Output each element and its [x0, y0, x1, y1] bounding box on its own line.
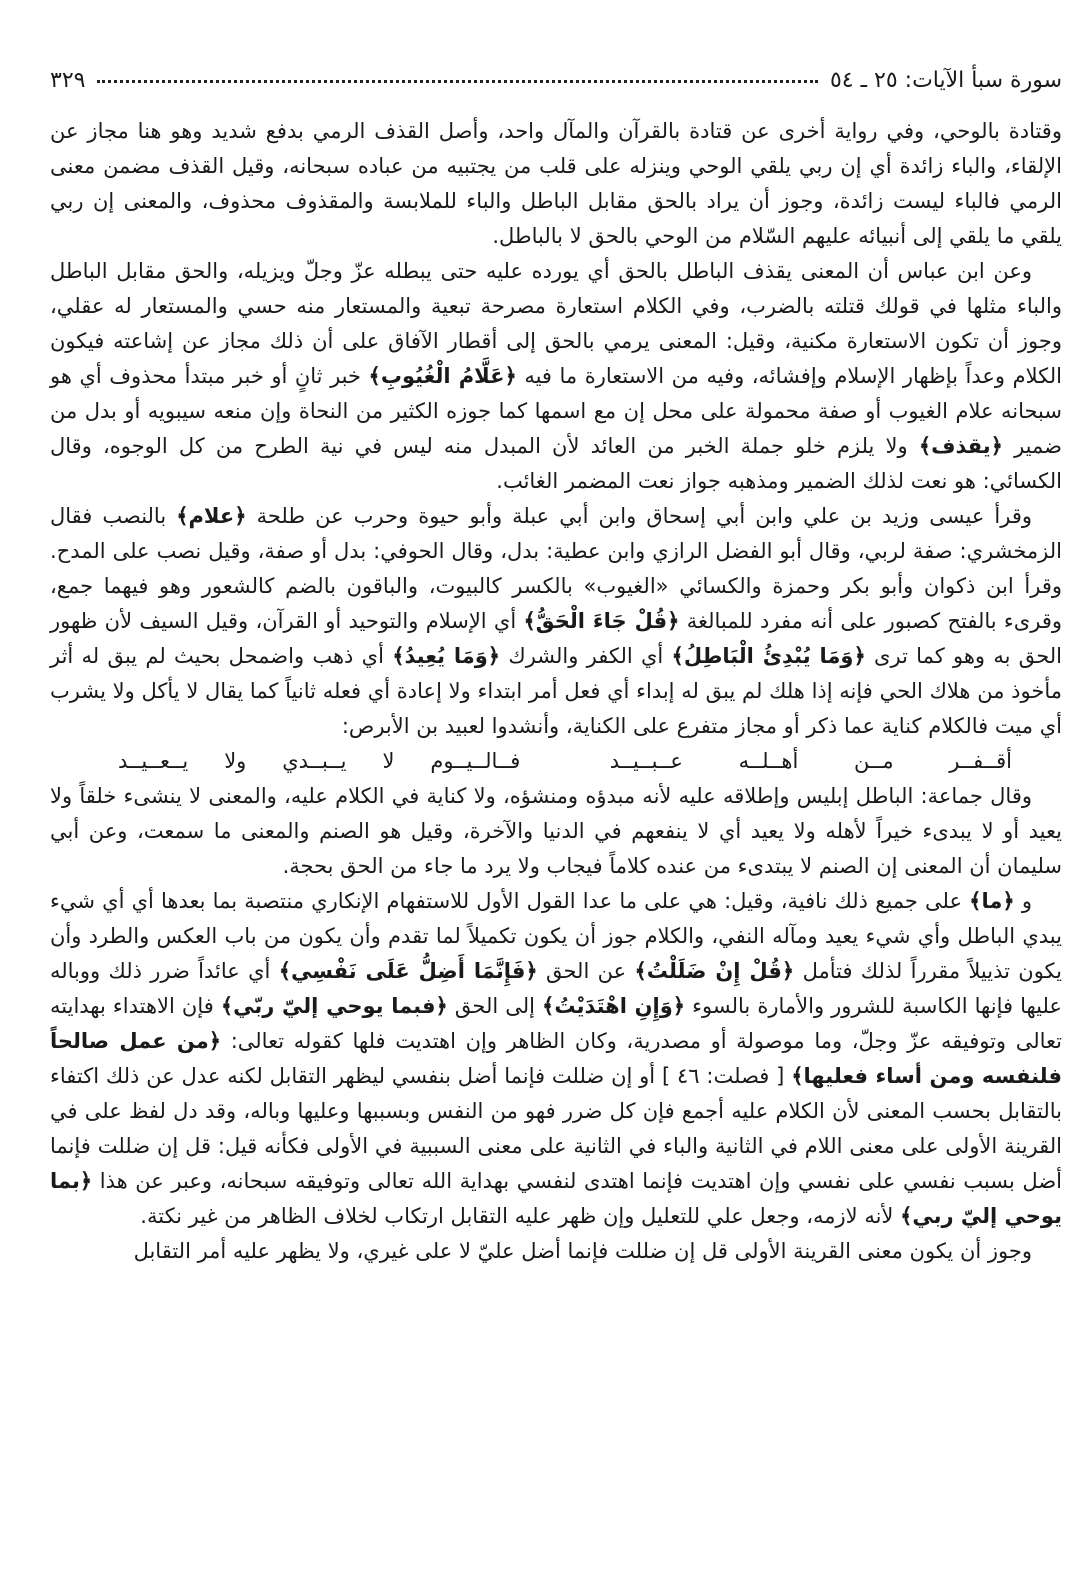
quran-quote: ﴿وَمَا يُبْدِئُ الْبَاطِلُ﴾ [671, 644, 866, 668]
quran-quote: ﴿فَإِنَّمَا أَضِلُّ عَلَى نَفْسِي﴾ [278, 959, 538, 983]
text-run: على جميع ذلك نافية، وقيل: هي على ما عدا القول الأول للاستفهام الإنكاري منتصبة بما بعدها أي أي شيء يبدي الباطل وأي شيء يعيد ومآله النفي، والكلام جوز أن يكون تكميلاً لما تقدم وأن يكون من باب العكس والطرد وأن يكون تذييلاً مقرراً لذلك فتأمل [50, 889, 1063, 983]
paragraph [50, 254, 1062, 499]
text-run: أي الإسلام والتوحيد أو القرآن، وقيل السيف لأن ظهور الحق به وهو كما ترى [50, 609, 1062, 668]
quran-quote: ﴿ما﴾ [969, 889, 1015, 913]
text-run: أي الكفر والشرك [500, 644, 672, 668]
text-run: و [1014, 889, 1032, 913]
dotted-leader [97, 80, 818, 83]
book-page [50, 68, 1062, 1269]
text-run: فإن الاهتداء بهدايته تعالى وتوفيقه عزّ وجلّ، وما موصولة أو مصدرية، وكان الظاهر وإن اهتديت فلها كقوله تعالى: [50, 994, 1063, 1053]
quran-quote: ﴿بما يوحي إليّ ربي﴾ [50, 1169, 1062, 1228]
quran-quote: ﴿من عمل صالحاً فلنفسه ومن أساء فعليها﴾ [50, 1029, 1062, 1088]
surah-title: سورة سبأ الآيات: ٢٥ ـ ٥٤ [829, 68, 1062, 93]
poetry-verse [50, 744, 1062, 779]
quran-quote: ﴿يقذف﴾ [918, 434, 1003, 458]
text-run: إلى الحق [447, 994, 543, 1018]
verse-second-hemistich: فــالــيــوم لا يــبــدي ولا يــعــيــد [118, 749, 521, 773]
paragraph [50, 779, 1062, 884]
quran-quote: ﴿وَإِنِ اهْتَدَيْتُ﴾ [542, 994, 686, 1018]
verse-first-hemistich: أقــفــر مــن أهــلــه عــبــيــد [609, 749, 1012, 773]
paragraph [50, 884, 1062, 1234]
running-header [50, 68, 1062, 108]
text-run: وجوز أن يكون معنى القرينة الأولى قل إن ضللت فإنما أضل عليّ لا على غيري، ولا يظهر عليه أمر التقابل [133, 1239, 1032, 1263]
text-run: وعن ابن عباس أن المعنى يقذف الباطل بالحق أي يورده عليه حتى يبطله عزّ وجلّ ويزيله، والحق مقابل الباطل والباء مثلها في قولك قتلته بالضرب، وفي الكلام استعارة مصرحة تبعية والمستعار منه حسي والمستعار له عقلي، وجوز أن تكون الاستعارة مكنية، وقيل: المعنى يرمي بالحق إلى أقطار الآفاق على أن ذلك مجاز عن إشاعته فيكون الكلام وعداً بإظهار الإسلام وإفشائه، وفيه من الاستعارة ما فيه [50, 259, 1062, 388]
text-run: أي عائداً ضرر ذلك ووباله عليها فإنها الكاسبة للشرور والأمارة بالسوء [50, 959, 1062, 1018]
paragraph [50, 1234, 1062, 1269]
page-number: ٣٢٩ [50, 68, 86, 93]
text-run: وقال جماعة: الباطل إبليس وإطلاقه عليه لأنه مبدؤه ومنشؤه، ولا كناية في الكلام عليه، والمعنى لا ينشىء خلقاً ولا يعيد أو لا يبدىء خيراً لأهله ولا يعيد أي لا ينفعهم في الدنيا والآخرة، وقيل هو الصنم والمعنى ما سمعت، وعن أبي سليمان أن المعنى إن الصنم لا يبتدىء من عنده كلاماً فيجاب ولا يرد ما جاء من الحق بحجة. [50, 784, 1062, 878]
text-run: ولا يلزم خلو جملة الخبر من العائد لأن المبدل منه ليس في نية الطرح من كل الوجوه، وقال الكسائي: هو نعت لذلك الضمير ومذهبه جواز نعت المضمر الغائب. [50, 434, 1062, 493]
text-run: خبر ثانٍ أو خبر مبتدأ محذوف أي هو سبحانه علام الغيوب أو صفة محمولة على محل إن مع اسمها كما جوزه الكثير من النحاة وإن منعه سيبويه أو بدل من ضمير [50, 364, 1062, 458]
text-run: لأنه لازمه، وجعل علي للتعليل وإن ظهر عليه التقابل ارتكاب لخلاف الظاهر من غير نكتة. [140, 1204, 901, 1228]
text-run: وقرأ عيسى وزيد بن علي وابن أبي إسحاق وابن أبي عبلة وأبو حيوة وحرب عن طلحة [246, 504, 1032, 528]
text-run: أي ذهب واضمحل بحيث لم يبق له أثر مأخوذ من هلاك الحي فإنه إذا هلك لم يبق له إبداء أي فعل أمر ابتداء ولا إعادة أي فعله ثانياً كما يقال لا يأكل ولا يشرب أي ميت فالكلام كناية عما ذكر أو مجاز متفرع على الكناية، وأنشدوا لعبيد بن الأبرص: [50, 644, 1062, 738]
text-body [50, 114, 1062, 1269]
quran-quote: ﴿وَمَا يُعِيدُ﴾ [392, 644, 501, 668]
quran-quote: ﴿قُلْ جَاءَ الْحَقُّ﴾ [523, 609, 680, 633]
paragraph [50, 114, 1062, 254]
quran-quote: ﴿عَلَّامُ الْغُيُوبِ﴾ [368, 364, 517, 388]
quran-quote: ﴿قُلْ إِنْ ضَلَلْتُ﴾ [634, 959, 795, 983]
text-run: عن الحق [537, 959, 635, 983]
text-run: [ فصلت: ٤٦ ] أو إن ضللت فإنما أضل بنفسي ليظهر التقابل لكنه عدل عن ذلك اكتفاء بالتقابل بحسب المعنى لأن الكلام عليه أجمع فإن كل ضرر فهو من النفس وبسببها وعليها وباله، وقد دل لفظ على في القرينة الأولى على معنى اللام في الثانية والباء في الثانية على معنى السببية في الأولى فكأنه قيل: قل إن ضللت فإنما أضل بسبب نفسي على نفسي وإن اهتديت فإنما اهتدى لنفسي بهداية الله تعالى وتوفيقه سبحانه، وعبر عن هذا [50, 1064, 1062, 1193]
quran-quote: ﴿فبما يوحي إليّ ربّي﴾ [220, 994, 448, 1018]
text-run: وقتادة بالوحي، وفي رواية أخرى عن قتادة بالقرآن والمآل واحد، وأصل القذف الرمي بدفع شديد وهو هنا مجاز عن الإلقاء، والباء زائدة أي إن ربي يلقي الوحي وينزله على قلب من يجتبيه من عباده سبحانه، وقيل القذف مضمن معنى الرمي فالباء ليست زائدة، وجوز أن يراد بالحق مقابل الباطل والباء للملابسة والمقذوف محذوف، والمعنى إن ربي يلقي ما يلقي إلى أنبيائه عليهم السّلام من الوحي بالحق لا بالباطل. [50, 119, 1062, 248]
paragraph [50, 499, 1062, 744]
quran-quote: ﴿علام﴾ [176, 504, 247, 528]
text-run: بالنصب فقال الزمخشري: صفة لربي، وقال أبو الفضل الرازي وابن عطية: بدل، وقال الحوفي: بدل أو صفة، وقيل نصب على المدح. وقرأ ابن ذكوان وأبو بكر وحمزة والكسائي «الغيوب» بالكسر كالبيوت، والباقون بالضم كالشعور وهو فيهما جمع، وقرىء بالفتح كصبور على أنه مفرد للمبالغة [50, 504, 1062, 633]
